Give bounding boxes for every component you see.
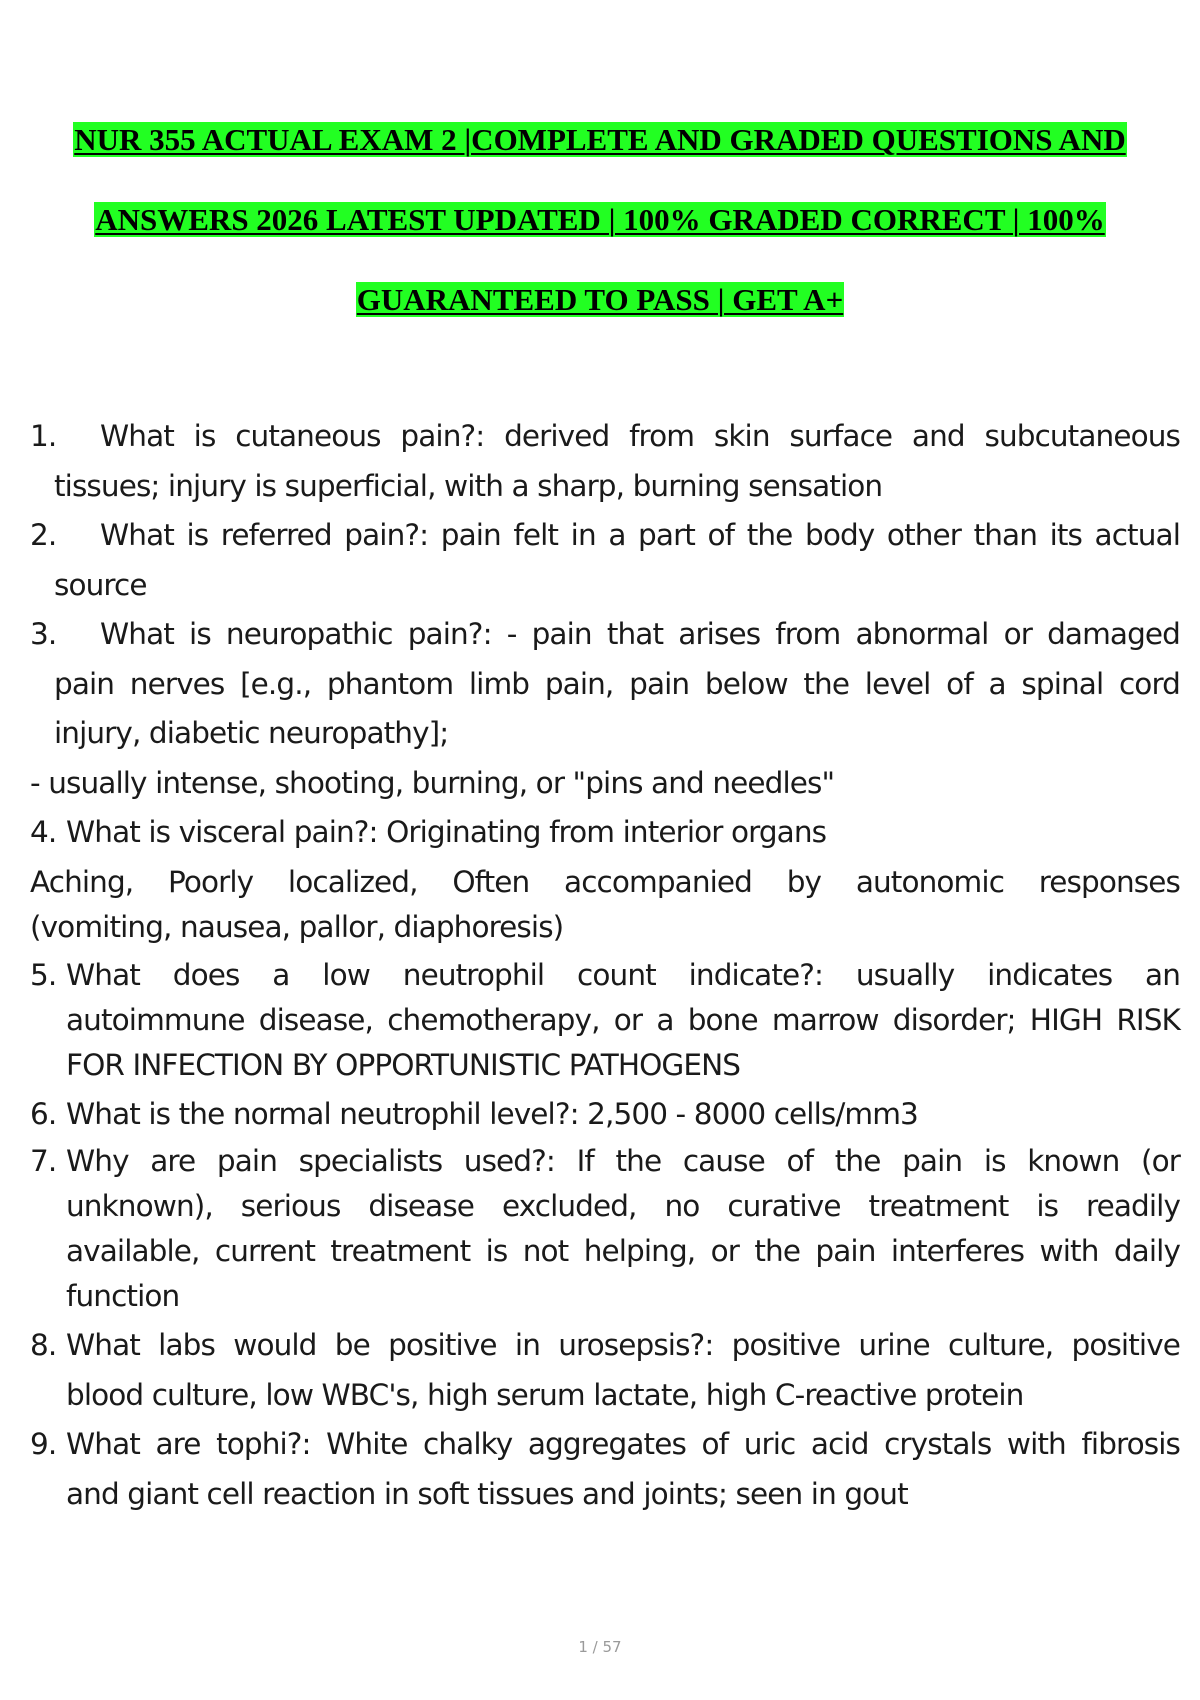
list-item-note: - usually intense, shooting, burning, or "pins and needles" [30,765,835,800]
list-item-note: Aching, Poorly localized, Often accompanied by autonomic responses (vomiting, nausea, pallor, diaphoresis) [30,864,1180,944]
page-number: 1 / 57 [578,1638,622,1656]
list-item: 3. What is neuropathic pain?: - pain that arises from abnormal or damaged pain nerves [e.g., phantom limb pain, pain below the level of a spinal cord injury, diabetic neuropathy]; [30,617,1180,750]
title-line-2: ANSWERS 2026 LATEST UPDATED | 100% GRADED CORRECT | 100% [95,202,1105,237]
title-line-3: GUARANTEED TO PASS | GET A+ [356,282,844,317]
list-item: 5. What does a low neutrophil count indicate?: usually indicates an autoimmune disease, chemotherapy, or a bone marrow disorder; HIGH RISK FOR INFECTION BY OPPORTUNISTIC PATHOGENS [30,957,1180,1082]
list-item: 1. What is cutaneous pain?: derived from skin surface and subcutaneous tissues; injury is superficial, with a sharp, burning sensation [30,419,1180,503]
document-title [0,122,1200,362]
list-item: 9. What are tophi?: White chalky aggregates of uric acid crystals with fibrosis and giant cell reaction in soft tissues and joints; seen in gout [30,1427,1180,1511]
list-item: 7. Why are pain specialists used?: If the cause of the pain is known (or unknown), serious disease excluded, no curative treatment is readily available, current treatment is not helping, or the pain interferes with daily function [30,1144,1180,1313]
list-item: 4. What is visceral pain?: Originating from interior organs [30,815,827,849]
question-list [30,412,1180,1519]
list-item: 6. What is the normal neutrophil level?: 2,500 - 8000 cells/mm3 [30,1096,918,1131]
title-line-1: NUR 355 ACTUAL EXAM 2 |COMPLETE AND GRADED QUESTIONS AND [74,122,1126,157]
list-item: 2. What is referred pain?: pain felt in a part of the body other than its actual source [30,518,1180,602]
list-item: 8. What labs would be positive in urosepsis?: positive urine culture, positive blood culture, low WBC's, high serum lactate, high C-reactive protein [30,1328,1180,1412]
